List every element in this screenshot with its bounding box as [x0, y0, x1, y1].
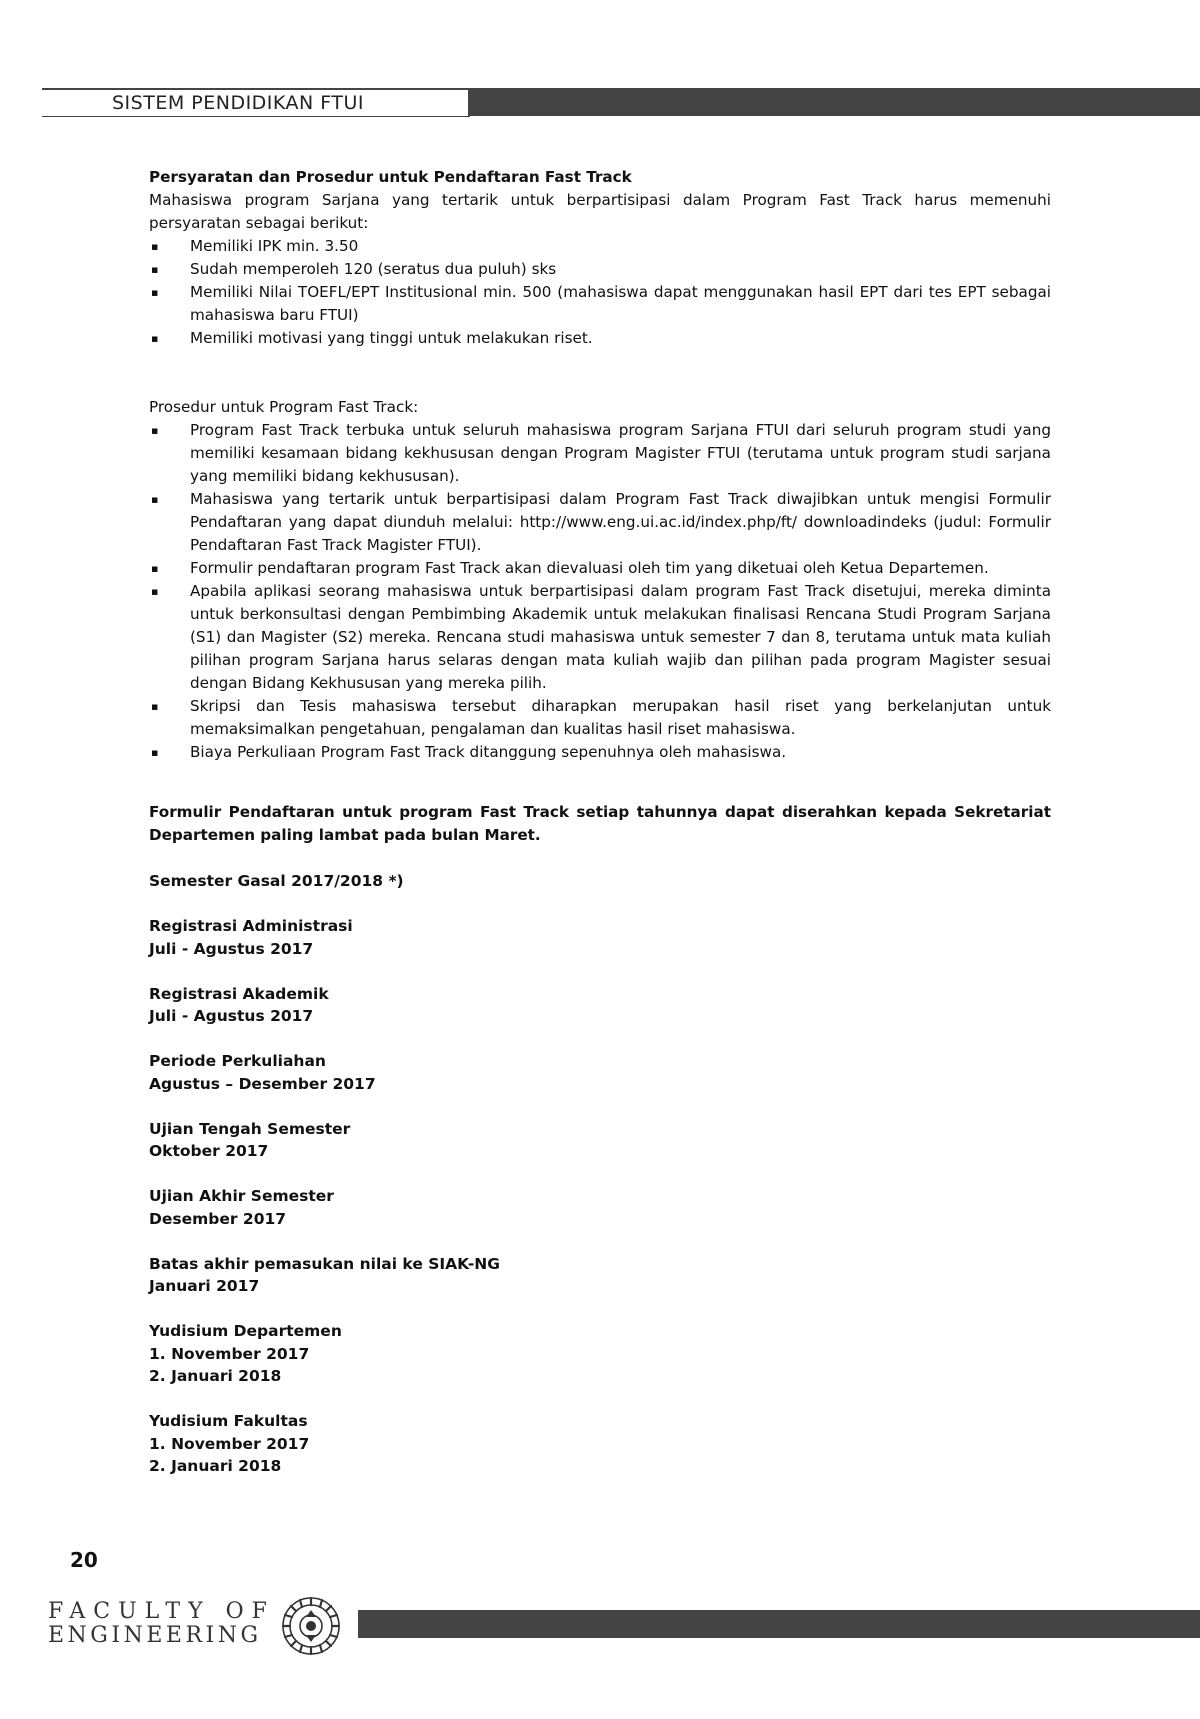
- schedule-item-date: Juli - Agustus 2017: [149, 1007, 314, 1025]
- header-title: SISTEM PENDIDIKAN FTUI: [112, 92, 364, 114]
- requirements-list: [149, 235, 1051, 350]
- procedure-item: ▪ Apabila aplikasi seorang mahasiswa untuk berpartisipasi dalam program Fast Track disetujui, mereka diminta untuk berkonsultasi dengan Pembimbing Akademik untuk melakukan finalisasi Rencana Studi Program Sarjana (S1) dan Magister (S2) mereka. Rencana studi mahasiswa untuk semester 7 dan 8, terutama untuk mata kuliah pilihan program Sarjana harus selaras dengan mata kuliah wajib dan pilihan pada program Magister sesuai dengan Bidang Kekhususan yang mereka pilih.: [149, 580, 1051, 695]
- requirement-item: ▪ Sudah memperoleh 120 (seratus dua puluh) sks: [149, 258, 1051, 281]
- procedure-item: ▪ Biaya Perkuliaan Program Fast Track ditanggung sepenuhnya oleh mahasiswa.: [149, 741, 1051, 764]
- footer-bar: [358, 1610, 1200, 1638]
- university-seal-icon: [280, 1595, 342, 1657]
- schedule-item-title: Yudisium Fakultas: [149, 1412, 308, 1430]
- schedule-item-date: Januari 2017: [149, 1277, 260, 1295]
- schedule-item-title: Ujian Tengah Semester: [149, 1119, 351, 1138]
- schedule-item-registrasi-akademik: [149, 983, 1051, 1028]
- requirement-item: ▪ Memiliki IPK min. 3.50: [149, 235, 1051, 258]
- deadline-note: Formulir Pendaftaran untuk program Fast Track setiap tahunnya dapat diserahkan kepada Sekretariat Departemen paling lambat pada bulan Maret.: [149, 803, 1051, 844]
- procedure-item: ▪ Skripsi dan Tesis mahasiswa tersebut diharapkan merupakan hasil riset yang berkelanjutan untuk memaksimalkan pengetahuan, pengalaman dan kualitas hasil riset mahasiswa.: [149, 695, 1051, 741]
- procedure-item: ▪ Formulir pendaftaran program Fast Track akan dievaluasi oleh tim yang diketuai oleh Ketua Departemen.: [149, 557, 1051, 580]
- schedule-item-batas-nilai: [149, 1253, 1051, 1298]
- schedule-item-date: Agustus – Desember 2017: [149, 1074, 376, 1093]
- schedule-item-date: Desember 2017: [149, 1209, 287, 1228]
- schedule-item-uas: [149, 1185, 1051, 1230]
- requirement-item: ▪ Memiliki motivasi yang tinggi untuk melakukan riset.: [149, 327, 1051, 350]
- spacer: [149, 847, 1051, 870]
- schedule-item-date: 1. November 2017: [149, 1434, 310, 1453]
- schedule-item-date: 1. November 2017: [149, 1344, 310, 1363]
- schedule-item-title: Registrasi Akademik: [149, 984, 329, 1003]
- procedure-list: [149, 419, 1051, 764]
- schedule-item-title: Yudisium Departemen: [149, 1322, 342, 1340]
- header-bar: [470, 88, 1200, 116]
- requirements-intro: Mahasiswa program Sarjana yang tertarik untuk berpartisipasi dalam Program Fast Track harus memenuhi persyaratan sebagai berikut:: [149, 191, 1051, 232]
- procedure-item: ▪ Program Fast Track terbuka untuk seluruh mahasiswa program Sarjana FTUI dari seluruh program studi yang memiliki kesamaan bidang kekhususan dengan Program Magister FTUI (terutama untuk program studi sarjana yang memiliki bidang kekhususan).: [149, 419, 1051, 488]
- schedule-item-title: Batas akhir pemasukan nilai ke SIAK-NG: [149, 1254, 500, 1273]
- schedule-item-registrasi-administrasi: [149, 915, 1051, 960]
- page-number: 20: [70, 1548, 98, 1572]
- schedule: [149, 870, 1051, 1478]
- requirements-heading: Persyaratan dan Prosedur untuk Pendaftaran Fast Track: [149, 168, 632, 186]
- schedule-item-date: Juli - Agustus 2017: [149, 939, 314, 958]
- schedule-item-yudisium-departemen: [149, 1320, 1051, 1388]
- schedule-item-title: Registrasi Administrasi: [149, 917, 353, 935]
- header-title-box: [42, 90, 470, 117]
- schedule-item-periode-perkuliahan: [149, 1050, 1051, 1095]
- schedule-item-uts: [149, 1118, 1051, 1163]
- schedule-item-title: Periode Perkuliahan: [149, 1052, 326, 1070]
- procedure-intro: Prosedur untuk Program Fast Track:: [149, 398, 419, 416]
- requirement-item: ▪ Memiliki Nilai TOEFL/EPT Institusional min. 500 (mahasiswa dapat menggunakan hasil EPT dari tes EPT sebagai mahasiswa baru FTUI): [149, 281, 1051, 327]
- schedule-item-date: 2. Januari 2018: [149, 1457, 282, 1475]
- schedule-item-date: 2. Januari 2018: [149, 1367, 282, 1385]
- faculty-logo-text: [48, 1600, 275, 1648]
- logo-line-1: FACULTY OF: [48, 1599, 275, 1624]
- schedule-item-title: Ujian Akhir Semester: [149, 1187, 334, 1205]
- spacer: [149, 350, 1051, 396]
- logo-line-2: ENGINEERING: [48, 1623, 262, 1648]
- schedule-item-date: Oktober 2017: [149, 1142, 269, 1160]
- spacer: [149, 764, 1051, 801]
- schedule-item-yudisium-fakultas: [149, 1410, 1051, 1478]
- semester-title: Semester Gasal 2017/2018 *): [149, 872, 404, 890]
- procedure-item: ▪ Mahasiswa yang tertarik untuk berpartisipasi dalam Program Fast Track diwajibkan untuk mengisi Formulir Pendaftaran yang dapat diunduh melalui: http://www.eng.ui.ac.id/index.php/ft/ downloadindeks (judul: Formulir Pendaftaran Fast Track Magister FTUI).: [149, 488, 1051, 557]
- page-content: [149, 166, 1051, 1478]
